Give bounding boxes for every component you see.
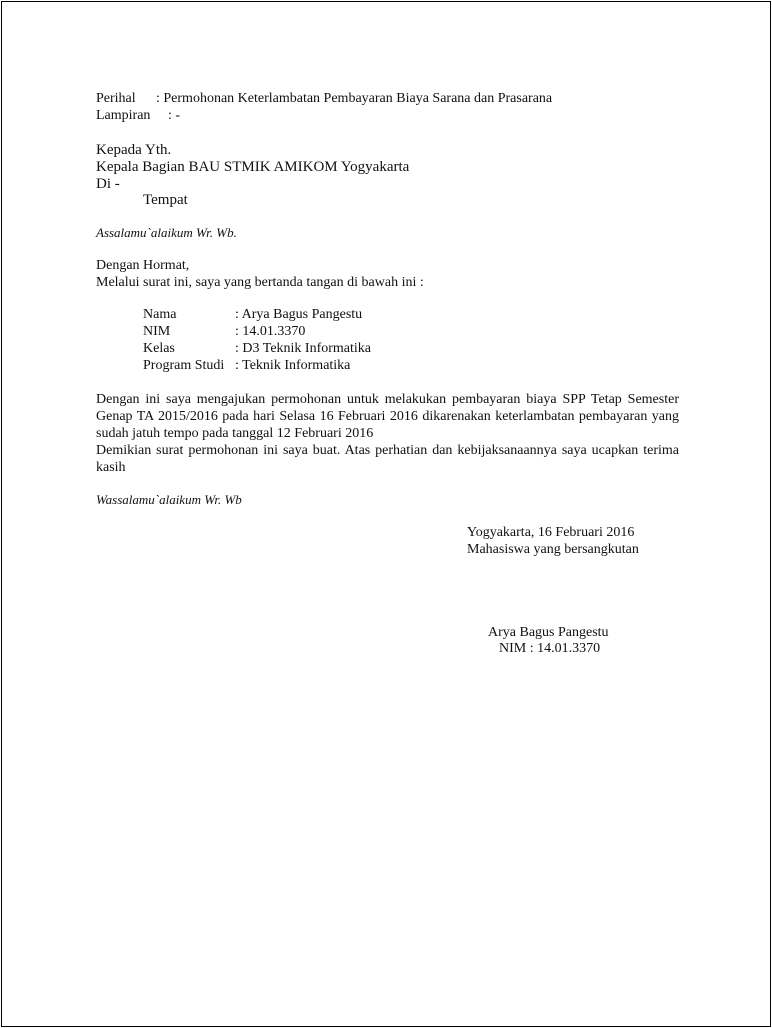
lampiran-value: : - <box>168 108 181 123</box>
recipient-line-1: Kepada Yth. <box>96 142 172 158</box>
identity-label: NIM <box>143 324 171 339</box>
signature-nim: NIM : 14.01.3370 <box>499 641 601 656</box>
identity-label: Kelas <box>143 341 175 356</box>
signature-name: Arya Bagus Pangestu <box>488 625 609 640</box>
opening-line-1: Dengan Hormat, <box>96 258 190 273</box>
identity-value: : D3 Teknik Informatika <box>235 341 372 356</box>
lampiran-label: Lampiran <box>96 108 151 123</box>
signature-role: Mahasiswa yang bersangkutan <box>467 542 639 557</box>
perihal-value: : Permohonan Keterlambatan Pembayaran Biaya Sarana dan Prasarana <box>156 91 553 106</box>
body-paragraph-2: Demikian surat permohonan ini saya buat. Atas perhatian dan kebijaksanaannya saya ucapkan terima kasih <box>96 443 679 475</box>
lampiran-row <box>96 108 180 124</box>
identity-value: : Arya Bagus Pangestu <box>235 307 363 322</box>
closing-greeting: Wassalamu`alaikum Wr. Wb <box>96 492 242 507</box>
identity-label: Program Studi <box>143 358 225 373</box>
identity-value: : Teknik Informatika <box>235 358 351 373</box>
letter-page <box>1 1 771 1027</box>
body-paragraph-1: Dengan ini saya mengajukan permohonan untuk melakukan pembayaran biaya SPP Tetap Semester Genap TA 2015/2016 pada hari Selasa 16 Februari 2016 dikarenakan keterlambatan pembayaran yang sudah jatuh tempo pada tanggal 12 Februari 2016 <box>96 392 679 441</box>
identity-value: : 14.01.3370 <box>235 324 306 339</box>
signature-place-date: Yogyakarta, 16 Februari 2016 <box>467 525 635 540</box>
recipient-line-3: Di - <box>96 176 120 192</box>
greeting: Assalamu`alaikum Wr. Wb. <box>96 225 237 240</box>
perihal-label: Perihal <box>96 91 136 106</box>
perihal-row <box>96 91 552 107</box>
opening-line-2: Melalui surat ini, saya yang bertanda tangan di bawah ini : <box>96 275 424 290</box>
recipient-line-4: Tempat <box>143 192 188 208</box>
recipient-line-2: Kepala Bagian BAU STMIK AMIKOM Yogyakarta <box>96 159 410 175</box>
identity-label: Nama <box>143 307 177 322</box>
